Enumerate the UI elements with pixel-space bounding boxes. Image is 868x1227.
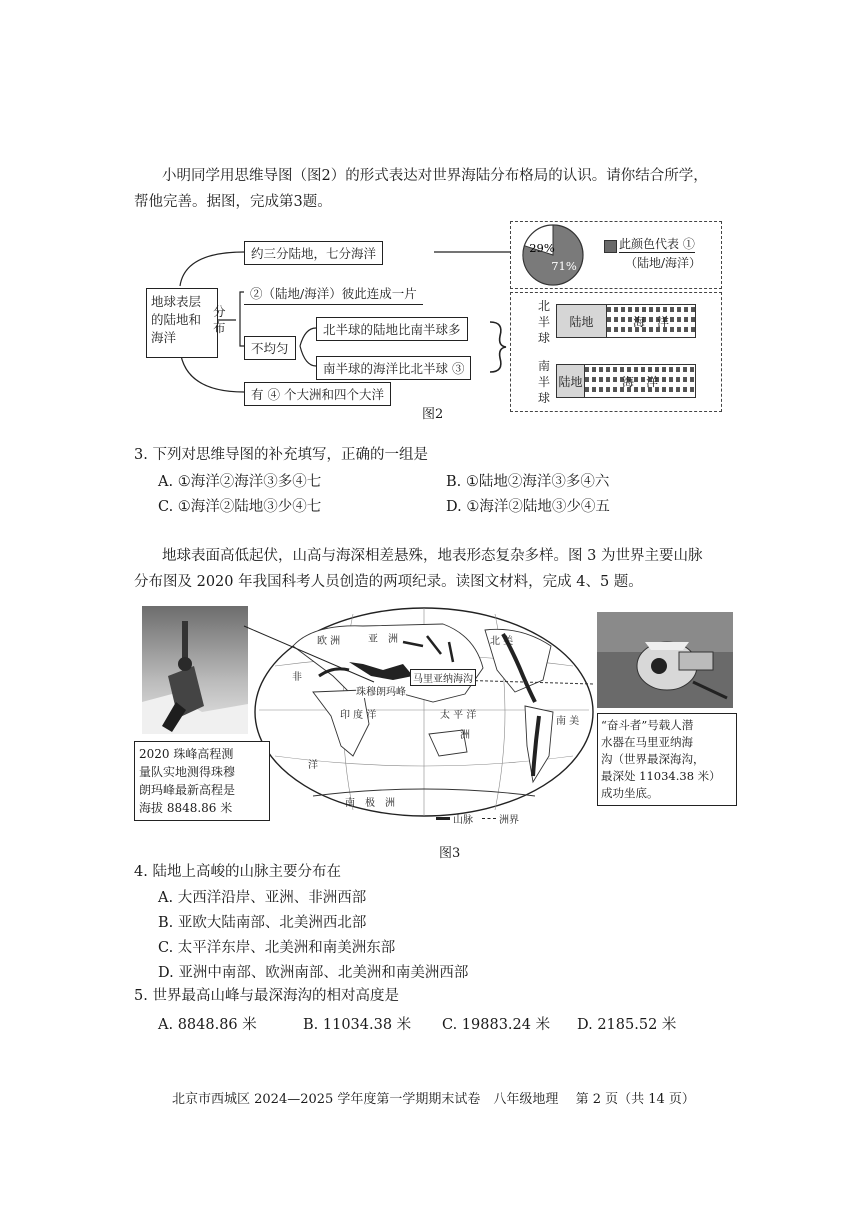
submersible-photo — [597, 612, 733, 708]
everest-survey-photo — [142, 606, 248, 734]
pie-label-large: 71% — [551, 259, 577, 273]
south-char-2: 半 — [538, 375, 551, 389]
branch-ratio: 约三分陆地，七分海洋 — [244, 241, 383, 265]
branch-uneven: 不均匀 — [244, 336, 296, 360]
q5-option-b: B. 11034.38 米 — [303, 1017, 412, 1033]
everest-note-line-2: 量队实地测得珠穆 — [139, 765, 236, 779]
antarctica-label: 南 极 洲 — [345, 798, 395, 809]
q3-stem: 3. 下列对思维导图的补充填写，正确的一组是 — [134, 447, 428, 463]
fenbu-char-1: 分 — [213, 304, 226, 319]
north-char-2: 半 — [538, 315, 551, 329]
branch-south-sea: 南半球的海洋比北半球 ③ — [316, 356, 471, 380]
south-america-label: 南 美 — [556, 716, 580, 727]
everest-note — [134, 741, 270, 821]
root-line-3: 海洋 — [151, 330, 177, 345]
q4-option-d: D. 亚洲中南部、欧洲南部、北美洲和南美洲西部 — [158, 965, 469, 981]
q3-option-a: A. ①海洋②海洋③多④七 — [158, 474, 322, 490]
border-legend-symbol — [482, 818, 496, 819]
map-legend — [436, 811, 519, 826]
oceania-label: 洲 — [460, 730, 470, 741]
q4-option-c: C. 太平洋东岸、北美洲和南美洲东部 — [158, 940, 396, 956]
q3-option-d: D. ①海洋②陆地③少④五 — [446, 499, 610, 515]
everest-note-line-1: 2020 珠峰高程测 — [139, 747, 234, 761]
south-char-3: 球 — [538, 391, 551, 405]
south-land-segment: 陆地 — [557, 365, 585, 397]
branch-north-land: 北半球的陆地比南半球多 — [316, 317, 468, 341]
north-char-1: 北 — [538, 299, 551, 313]
everest-note-line-3: 朗玛峰最新高程是 — [139, 783, 236, 797]
mountain-legend-label: 山脉 — [453, 815, 473, 826]
q4-stem: 4. 陆地上高峻的山脉主要分布在 — [134, 864, 341, 880]
page-footer: 北京市西城区 2024—2025 学年度第一学期期末试卷 八年级地理 第 2 页（共 14 页） — [172, 1092, 695, 1107]
north-bar — [556, 304, 696, 338]
north-land-segment: 陆地 — [557, 305, 607, 337]
intro-paragraph-2: 地球表面高低起伏，山高与海深相差悬殊，地表形态复杂多样。图 3 为世界主要山脉 — [162, 548, 703, 564]
europe-label: 欧 洲 — [317, 636, 341, 647]
submersible-note — [597, 713, 737, 806]
q3-option-c: C. ①海洋②陆地③少④七 — [158, 499, 322, 515]
q3-option-b: B. ①陆地②海洋③多④六 — [446, 474, 610, 490]
submersible-note-line-2: 水器在马里亚纳海 — [601, 735, 693, 749]
pacific-ocean-label: 太 平 洋 — [440, 710, 477, 721]
south-char-1: 南 — [538, 359, 551, 373]
mariana-trench-label: 马里亚纳海沟 — [410, 669, 476, 686]
q5-option-d: D. 2185.52 米 — [577, 1017, 677, 1033]
pie-label-small: 29% — [529, 241, 555, 255]
north-char-3: 球 — [538, 331, 551, 345]
figure-3-caption: 图3 — [439, 846, 461, 861]
branch-connected: ②（陆地/海洋）彼此连成一片 — [244, 282, 423, 305]
africa-label: 非 — [292, 672, 302, 683]
mind-map-root — [146, 288, 218, 358]
legend-text-1: 此颜色代表 ① — [619, 237, 695, 251]
fenbu-label — [213, 304, 226, 336]
everest-label: 珠穆朗玛峰 — [356, 683, 406, 698]
photo-connector — [240, 620, 380, 690]
root-line-2: 的陆地和 — [151, 312, 202, 327]
north-america-label: 北 美 — [490, 636, 514, 647]
figure-2-caption: 图2 — [422, 407, 444, 422]
q5-option-a: A. 8848.86 米 — [158, 1017, 257, 1033]
intro-paragraph-1-cont: 帮他完善。据图，完成第3题。 — [134, 194, 332, 210]
q4-option-b: B. 亚欧大陆南部、北美洲西北部 — [158, 915, 367, 931]
border-legend-label: 洲界 — [499, 815, 519, 826]
north-sea-segment: 海 洋 — [607, 305, 695, 337]
submersible-note-line-5: 成功坐底。 — [601, 786, 659, 800]
asia-label: 亚 洲 — [368, 634, 398, 645]
indian-ocean-label: 印 度 洋 — [340, 710, 377, 721]
branch-continents: 有 ④ 个大洲和四个大洋 — [244, 382, 391, 406]
legend-text-2: （陆地/海洋） — [625, 256, 702, 270]
root-line-1: 地球表层 — [151, 294, 202, 309]
pie-chart — [520, 223, 590, 287]
intro-paragraph-1: 小明同学用思维导图（图2）的形式表达对世界海陆分布格局的认识。请你结合所学， — [162, 168, 708, 184]
legend-swatch — [604, 240, 617, 253]
q4-option-a: A. 大西洋沿岸、亚洲、非洲西部 — [158, 890, 367, 906]
fenbu-char-2: 布 — [213, 320, 226, 335]
south-hemisphere-label — [538, 358, 550, 406]
everest-note-line-4: 海拔 8848.86 米 — [139, 801, 233, 815]
south-sea-segment: 海 洋 — [585, 365, 695, 397]
submersible-note-line-3: 沟（世界最深海沟， — [601, 752, 705, 766]
atlantic-label: 洋 — [308, 760, 318, 771]
submersible-note-line-4: 最深处 11034.38 米） — [601, 769, 721, 783]
intro-paragraph-2-cont: 分布图及 2020 年我国科考人员创造的两项纪录。读图文材料，完成 4、5 题。 — [134, 574, 643, 590]
south-bar — [556, 364, 696, 398]
q5-option-c: C. 19883.24 米 — [442, 1017, 551, 1033]
q5-stem: 5. 世界最高山峰与最深海沟的相对高度是 — [134, 988, 399, 1004]
submersible-note-line-1: “奋斗者”号载人潜 — [601, 718, 694, 732]
north-hemisphere-label — [538, 298, 550, 346]
mountain-legend-symbol — [436, 817, 450, 820]
